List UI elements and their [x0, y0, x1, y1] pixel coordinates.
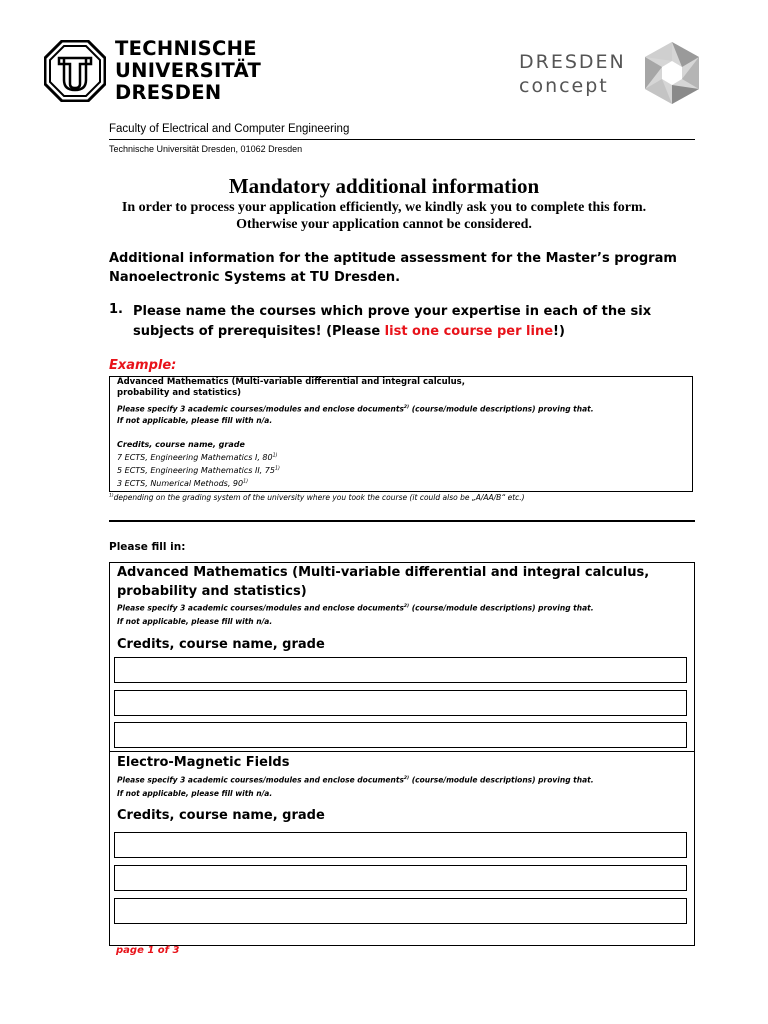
- example-row: 7 ECTS, Engineering Mathematics I, 80$^{1)}$: [117, 453, 278, 462]
- example-credits-heading: Credits, course name, grade: [117, 440, 245, 449]
- header-divider: [109, 139, 695, 140]
- section-divider: [109, 751, 695, 752]
- course-input-emf-2[interactable]: [114, 865, 687, 891]
- example-heading: Advanced Mathematics (Multi-variable differential and integral calculus, probability and statistics): [117, 377, 465, 398]
- question-number: 1.: [109, 302, 123, 317]
- question-highlight: list one course per line: [384, 324, 554, 339]
- dresden-concept-name: DRESDEN concept: [519, 51, 626, 97]
- university-address: Technische Universität Dresden, 01062 Dresden: [109, 144, 303, 154]
- example-label: Example:: [109, 358, 177, 373]
- section-heading-electro-magnetic-fields: Electro-Magnetic Fields: [117, 755, 290, 770]
- section-heading-advanced-mathematics: Advanced Mathematics (Multi-variable differential and integral calculus, probability and statistics): [117, 565, 650, 599]
- page-indicator: page 1 of 3: [116, 945, 180, 956]
- question-text: Please name the courses which prove your expertise in each of the six subjects of prerequisites! (Please list one course per line!): [133, 304, 652, 339]
- footnote: $^{1)}$depending on the grading system of the university where you took the course (it could also be „A/AA/B“ etc.): [109, 493, 525, 502]
- section-credits-heading: Credits, course name, grade: [117, 637, 325, 652]
- example-row: 5 ECTS, Engineering Mathematics II, 75$^{1)}$: [117, 466, 280, 475]
- fill-in-label: Please fill in:: [109, 541, 186, 553]
- course-input-emf-3[interactable]: [114, 898, 687, 924]
- example-note: Please specify 3 academic courses/modules and enclose documents$^{2)}$ (course/module descriptions) proving that. If not applicable, please fill with n/a.: [117, 404, 594, 425]
- section-note: Please specify 3 academic courses/modules and enclose documents$^{2)}$ (course/module descriptions) proving that. If not applicable, please fill with n/a.: [117, 603, 594, 626]
- page-subtitle: In order to process your application efficiently, we kindly ask you to complete this form. Otherwise your application cannot be considered.: [121, 200, 647, 232]
- university-name: TECHNISCHE UNIVERSITÄT DRESDEN: [115, 37, 262, 104]
- section-note: Please specify 3 academic courses/modules and enclose documents$^{2)}$ (course/module descriptions) proving that. If not applicable, please fill with n/a.: [117, 775, 594, 798]
- course-input-math-3[interactable]: [114, 722, 687, 748]
- example-row: 3 ECTS, Numerical Methods, 90$^{1)}$: [117, 479, 249, 488]
- page-title: Mandatory additional information: [228, 174, 540, 198]
- tu-dresden-logo-icon: [44, 40, 106, 102]
- intro-text: Additional information for the aptitude assessment for the Master’s program Nanoelectronic Systems at TU Dresden.: [109, 251, 677, 285]
- section-credits-heading: Credits, course name, grade: [117, 808, 325, 823]
- course-input-math-2[interactable]: [114, 690, 687, 716]
- course-input-math-1[interactable]: [114, 657, 687, 683]
- course-input-emf-1[interactable]: [114, 832, 687, 858]
- faculty-name: Faculty of Electrical and Computer Engineering: [109, 123, 350, 135]
- section-divider: [109, 520, 695, 522]
- dresden-concept-logo-icon: [638, 40, 706, 106]
